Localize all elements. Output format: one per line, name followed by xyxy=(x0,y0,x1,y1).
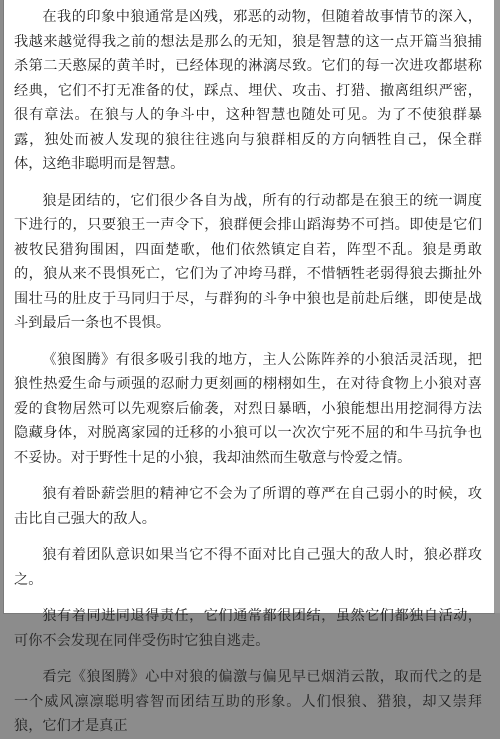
document-body xyxy=(14,5,482,739)
paragraph-7: 看完《狼图腾》心中对狼的偏激与偏见早已烟消云散，取而代之的是一个威风凛凛聪明睿智而团结互助的形象。人们恨狼、猎狼，却又崇拜狼，它们才是真正 xyxy=(14,669,482,734)
paragraph-4: 狼有着卧薪尝胆的精神它不会为了所谓的尊严在自己弱小的时候，攻击比自己强大的敌人。 xyxy=(14,486,482,527)
paragraph-3: 《狼图腾》有很多吸引我的地方，主人公陈阵养的小狼活灵活现，把狼性热爱生命与顽强的忍耐力更刻画的栩栩如生，在对待食物上小狼对喜爱的食物居然可以先观察后偷袭，对烈日暴晒，小狼能想出用挖洞得方法隐藏身体，对脱离家园的迁移的小狼可以一次次宁死不屈的和牛马抗争也不妥协。对于野性十足的小狼，我却油然而生敬意与怜爱之情。 xyxy=(14,351,482,466)
scroll-gutter[interactable] xyxy=(494,0,500,613)
document-page xyxy=(4,0,494,734)
paragraph-5: 狼有着团队意识如果当它不得不面对比自己强大的敌人时，狼必群攻之。 xyxy=(14,547,482,588)
paragraph-2: 狼是团结的，它们很少各自为战，所有的行动都是在狼王的统一调度下进行的，只要狼王一声令下，狼群便会排山蹈海势不可挡。即使是它们被牧民猎狗围困，四面楚歌，他们依然镇定自若，阵型不乱。狼是勇敢的，狼从来不畏惧死亡，它们为了冲垮马群，不惜牺牲老弱得狼去撕扯外围壮马的肚皮于马同归于尽，与群狗的斗争中狼也是前赴后继，即使是战斗到最后一条也不畏惧。 xyxy=(14,192,482,331)
paragraph-1: 在我的印象中狼通常是凶残，邪恶的动物，但随着故事情节的深入，我越来越觉得我之前的想法是那么的无知，狼是智慧的这一点开篇当狼捕杀第二天憨屎的黄羊时，已经体现的淋漓尽致。它们的每一次进攻都堪称经典，它们不打无准备的仗，踩点、埋伏、攻击、打猎、撤离组织严密，很有章法。在狼与人的争斗中，这种智慧也随处可见。为了不使狼群暴露，独处而被人发现的狼往往逃向与狼群相反的方向牺牲自己，保全群体，这绝非聪明而是智慧。 xyxy=(14,9,482,172)
paragraph-6: 狼有着同进同退得责任，它们通常都很团结，虽然它们都独自活动，可你不会发现在同伴受伤时它独自逃走。 xyxy=(14,608,482,649)
